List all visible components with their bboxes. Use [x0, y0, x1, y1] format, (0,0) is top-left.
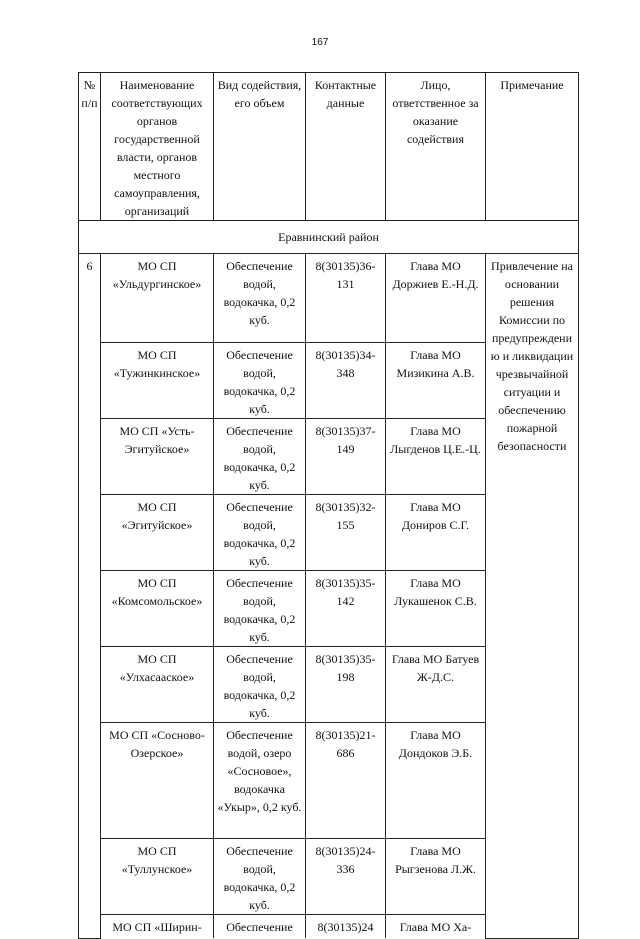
- header-responsible-person: Лицо, ответственное за оказание содействия: [386, 73, 486, 221]
- person-cell: Глава МО Доржиев Е.-Н.Д.: [386, 254, 486, 343]
- person-cell: Глава МО Дониров С.Г.: [386, 495, 486, 571]
- org-cell: МО СП «Сосново-Озерское»: [101, 723, 214, 839]
- contacts-table: [78, 72, 579, 939]
- aid-cell: Обеспечение: [214, 915, 306, 939]
- header-aid-type: Вид содействия, его объем: [214, 73, 306, 221]
- contact-cell: 8(30135)34-348: [306, 343, 386, 419]
- header-organization: Наименование соответствующих органов государственной власти, органов местного самоуправления, организаций: [101, 73, 214, 221]
- page-number: 167: [311, 37, 329, 48]
- table-row: [79, 254, 579, 343]
- person-cell: Глава МО Дондоков Э.Б.: [386, 723, 486, 839]
- aid-cell: Обеспечение водой, водокачка, 0,2 куб.: [214, 647, 306, 723]
- org-cell: МО СП «Ширин-: [101, 915, 214, 939]
- org-cell: МО СП «Тужинкинское»: [101, 343, 214, 419]
- contact-cell: 8(30135)35-142: [306, 571, 386, 647]
- contact-cell: 8(30135)32-155: [306, 495, 386, 571]
- aid-cell: Обеспечение водой, водокачка, 0,2 куб.: [214, 419, 306, 495]
- aid-cell: Обеспечение водой, водокачка, 0,2 куб.: [214, 571, 306, 647]
- person-cell: Глава МО Лыгденов Ц.Е.-Ц.: [386, 419, 486, 495]
- district-row: [79, 221, 579, 254]
- contact-cell: 8(30135)24: [306, 915, 386, 939]
- table-header-row: [79, 73, 579, 221]
- contact-cell: 8(30135)24-336: [306, 839, 386, 915]
- contact-cell: 8(30135)36-131: [306, 254, 386, 343]
- person-cell: Глава МО Ха-: [386, 915, 486, 939]
- org-cell: МО СП «Улхасаaское»: [101, 647, 214, 723]
- aid-cell: Обеспечение водой, водокачка, 0,2 куб.: [214, 254, 306, 343]
- aid-cell: Обеспечение водой, водокачка, 0,2 куб.: [214, 839, 306, 915]
- header-number: № п/п: [79, 73, 101, 221]
- aid-cell: Обеспечение водой, водокачка, 0,2 куб.: [214, 343, 306, 419]
- org-cell: МО СП «Туллунское»: [101, 839, 214, 915]
- contact-cell: 8(30135)35-198: [306, 647, 386, 723]
- row-number: 6: [79, 254, 101, 939]
- org-cell: МО СП «Комсомольское»: [101, 571, 214, 647]
- contact-cell: 8(30135)37-149: [306, 419, 386, 495]
- aid-cell: Обеспечение водой, водокачка, 0,2 куб.: [214, 495, 306, 571]
- header-contacts: Контактные данные: [306, 73, 386, 221]
- note-cell: Привлечение на основании решения Комиссии по предупреждению и ликвидации чрезвычайной ситуации и обеспечению пожарной безопасности: [486, 254, 579, 939]
- header-note: Примечание: [486, 73, 579, 221]
- person-cell: Глава МО Лукашенок С.В.: [386, 571, 486, 647]
- org-cell: МО СП «Эгитуйское»: [101, 495, 214, 571]
- org-cell: МО СП «Ульдургинское»: [101, 254, 214, 343]
- person-cell: Глава МО Мизикина А.В.: [386, 343, 486, 419]
- person-cell: Глава МО Батуев Ж-Д.С.: [386, 647, 486, 723]
- contact-cell: 8(30135)21-686: [306, 723, 386, 839]
- aid-cell: Обеспечение водой, озеро «Сосновое», водокачка «Укыр», 0,2 куб.: [214, 723, 306, 839]
- district-name: Еравнинский район: [79, 221, 579, 254]
- person-cell: Глава МО Рыгзенова Л.Ж.: [386, 839, 486, 915]
- org-cell: МО СП «Усть-Эгитуйское»: [101, 419, 214, 495]
